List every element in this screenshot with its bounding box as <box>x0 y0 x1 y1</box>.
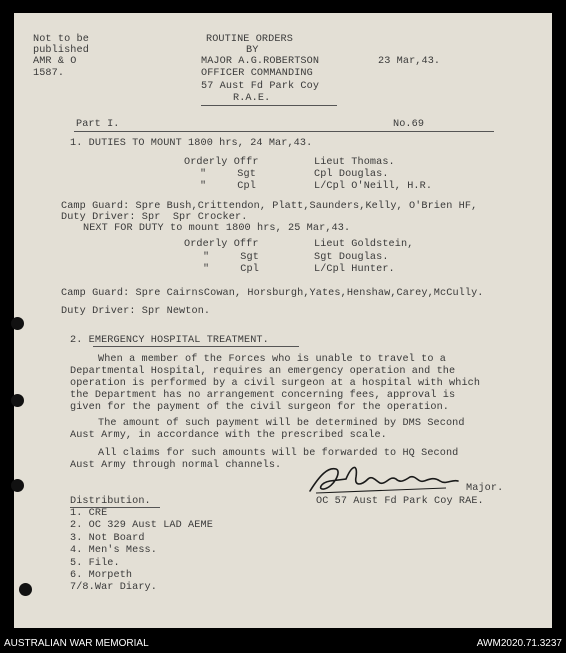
duty-role: " Sgt <box>200 169 256 180</box>
para1-line: operation is performed by a civil surgeon at a hospital with which <box>70 378 481 389</box>
distribution-item: 6. Morpeth <box>70 570 133 581</box>
footer-catalog-number: AWM2020.71.3237 <box>476 638 562 649</box>
duty-role: " Cpl <box>200 181 256 192</box>
para3-line: Aust Army through normal channels. <box>70 460 282 471</box>
title-routine-orders: ROUTINE ORDERS <box>206 34 293 45</box>
duty-person: Cpl Douglas. <box>314 169 389 180</box>
next-camp-guard: Camp Guard: Spre CairnsCowan, Horsburgh,Yates,Henshaw,Carey,McCully. <box>61 288 484 299</box>
next-duty-person: Lieut Goldstein, <box>314 239 414 250</box>
footer-archive-name: AUSTRALIAN WAR MEMORIAL <box>4 638 149 649</box>
distribution-item: 7/8.War Diary. <box>70 582 157 593</box>
publication-note-4: 1587. <box>33 68 65 79</box>
para2-line: Aust Army, in accordance with the prescribed scale. <box>70 430 387 441</box>
next-duty-role: Orderly Offr <box>184 239 259 250</box>
duties-heading: 1. DUTIES TO MOUNT 1800 hrs, 24 Mar,43. <box>70 138 313 149</box>
section2-heading: 2. EMERGENCY HOSPITAL TREATMENT. <box>70 335 269 346</box>
next-duty-person: Sgt Douglas. <box>314 252 389 263</box>
para1-line: When a member of the Forces who is unable to travel to a <box>98 354 446 365</box>
para1-line: given for the payment of the civil surgeon for the operation. <box>70 402 450 413</box>
para1-line: Departmental Hospital, requires an emergency operation and the <box>70 366 456 377</box>
distribution-heading: Distribution. <box>70 496 151 507</box>
distribution-item: 5. File. <box>70 558 120 569</box>
publication-note-3: AMR & O <box>33 56 77 67</box>
order-number: No.69 <box>393 119 425 130</box>
signature-rank: Major. <box>466 483 504 494</box>
duty-role: Orderly Offr <box>184 157 259 168</box>
next-duty-driver: Duty Driver: Spr Newton. <box>61 306 211 317</box>
duty-driver: Duty Driver: Spr Spr Crocker. <box>61 212 248 223</box>
title-officer-commanding: OFFICER COMMANDING <box>201 68 313 79</box>
title-corps: R.A.E. <box>233 93 271 104</box>
next-duty-heading: NEXT FOR DUTY to mount 1800 hrs, 25 Mar,43. <box>83 223 351 234</box>
duty-person: Lieut Thomas. <box>314 157 395 168</box>
next-duty-role: " Cpl <box>203 264 259 275</box>
binder-hole <box>19 583 32 596</box>
handwritten-signature <box>306 461 476 497</box>
order-date: 23 Mar,43. <box>378 56 441 67</box>
publication-note-2: published <box>33 45 89 56</box>
para2-line: The amount of such payment will be determined by DMS Second <box>98 418 465 429</box>
distribution-item: 1. CRE <box>70 508 108 519</box>
header-underline <box>201 105 337 106</box>
distribution-item: 2. OC 329 Aust LAD AEME <box>70 520 213 531</box>
publication-note-1: Not to be <box>33 34 89 45</box>
para3-line: All claims for such amounts will be forwarded to HQ Second <box>98 448 459 459</box>
binder-hole <box>11 394 24 407</box>
routine-orders-page <box>14 13 552 628</box>
section2-underline <box>93 346 299 347</box>
title-unit: 57 Aust Fd Park Coy <box>201 81 320 92</box>
part-rule <box>74 131 494 132</box>
distribution-item: 3. Not Board <box>70 533 145 544</box>
binder-hole <box>11 479 24 492</box>
title-by: BY <box>246 45 259 56</box>
next-duty-person: L/Cpl Hunter. <box>314 264 395 275</box>
camp-guard: Camp Guard: Spre Bush,Crittendon, Platt,Saunders,Kelly, O'Brien HF, <box>61 201 478 212</box>
title-officer-name: MAJOR A.G.ROBERTSON <box>201 56 320 67</box>
signature-unit: OC 57 Aust Fd Park Coy RAE. <box>316 496 484 507</box>
binder-hole <box>11 317 24 330</box>
next-duty-role: " Sgt <box>203 252 259 263</box>
duty-person: L/Cpl O'Neill, H.R. <box>314 181 433 192</box>
part-label: Part I. <box>76 119 120 130</box>
para1-line: the Department has no arrangement concerning fees, approval is <box>70 390 456 401</box>
distribution-item: 4. Men's Mess. <box>70 545 157 556</box>
